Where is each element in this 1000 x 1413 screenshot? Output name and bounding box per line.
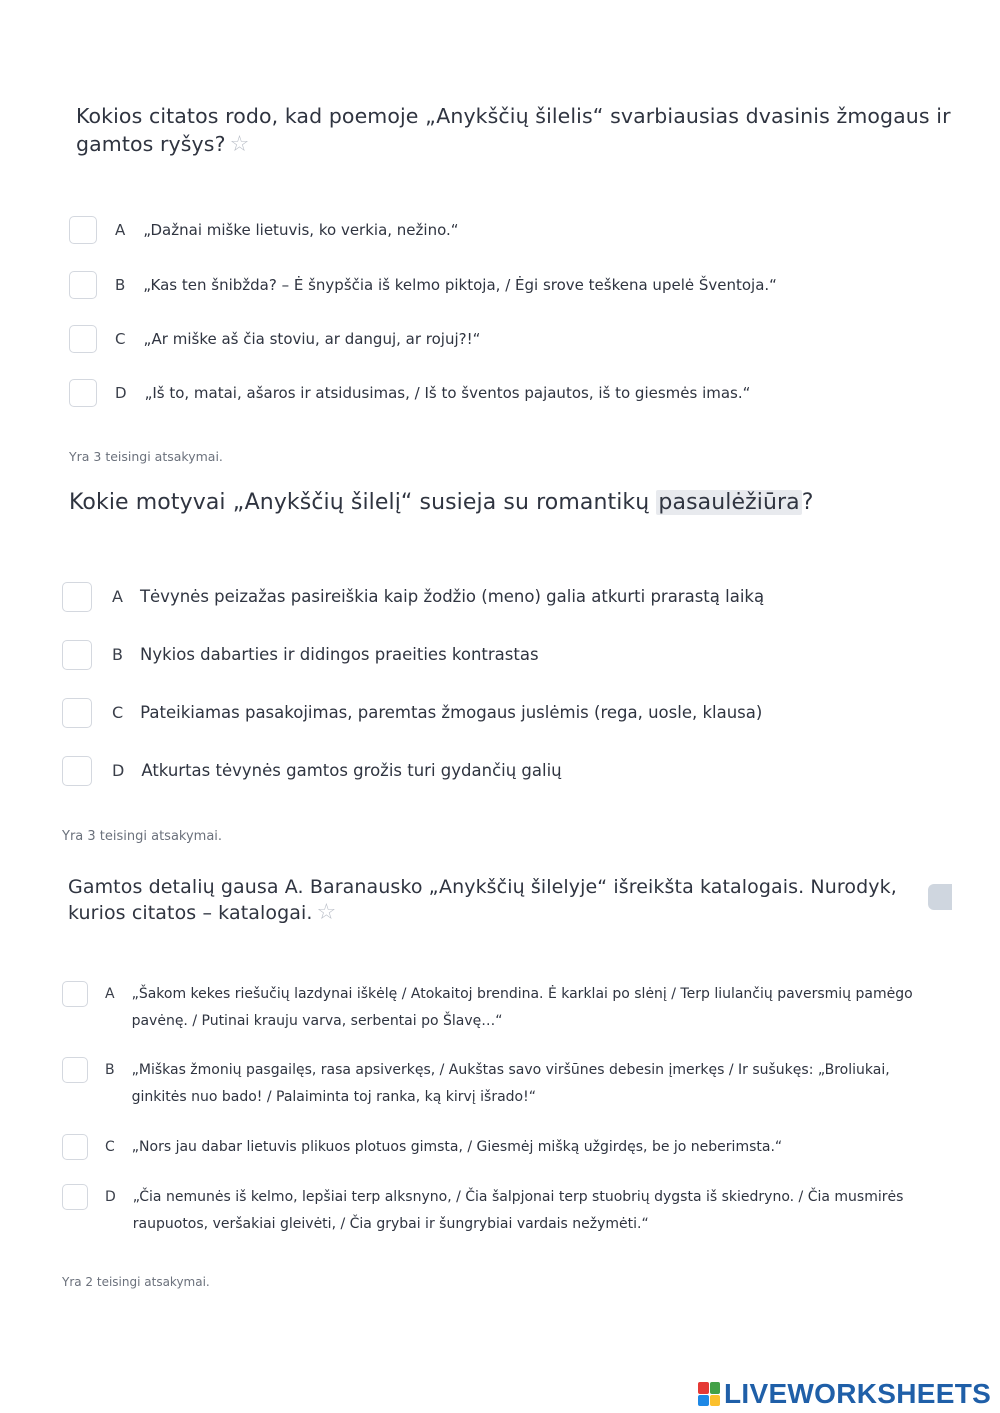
- checkbox[interactable]: [69, 271, 97, 299]
- option-letter: B: [115, 276, 126, 294]
- option-letter: A: [112, 587, 123, 606]
- question-3-hint: Yra 2 teisingi atsakymai.: [62, 1275, 210, 1289]
- option-text: „Dažnai miške lietuvis, ko verkia, nežino.“: [143, 221, 459, 239]
- checkbox[interactable]: [62, 1134, 88, 1160]
- question-1-title-line2: gamtos ryšys?: [76, 132, 226, 156]
- checkbox[interactable]: [69, 325, 97, 353]
- option-text: Pateikiamas pasakojimas, paremtas žmogaus juslėmis (rega, uosle, klausa): [140, 703, 763, 722]
- option-text-line1: „Čia nemunės iš kelmo, lepšiai terp alksnyno, / Čia šalpjonai terp stuobrių dygsta iš skiedryno. / Čia musmirės: [132, 1189, 904, 1205]
- option-text-line1: „Miškas žmonių pasgailęs, rasa apsiverkęs, / Aukštas savo viršūnes debesin įmerkęs / Ir sušukęs: „Broliukai,: [131, 1062, 890, 1078]
- option-letter: B: [112, 645, 123, 664]
- question-1-option-c[interactable]: [69, 325, 480, 353]
- checkbox[interactable]: [69, 379, 97, 407]
- option-text: Tėvynės peizažas pasireiškia kaip žodžio (meno) galia atkurti prarastą laiką: [139, 587, 765, 606]
- option-text: Nykios dabarties ir didingos praeities kontrastas: [139, 645, 539, 664]
- checkbox[interactable]: [62, 981, 88, 1007]
- question-3-title: [68, 875, 928, 926]
- question-2-option-d[interactable]: [62, 756, 562, 786]
- option-text-line2: pavėnę. / Putinai krauju varva, serbentai po Šlavę…“: [131, 1013, 503, 1029]
- question-2-option-a[interactable]: [62, 582, 764, 612]
- liveworksheets-logo: [698, 1378, 991, 1410]
- option-letter: C: [115, 330, 126, 348]
- question-2-title-pre: Kokie motyvai „Anykščių šilelį“ susieja su romantikų: [69, 490, 657, 515]
- question-3-title-line1: Gamtos detalių gausa A. Baranausko „Anykščių šilelyje“ išreikšta katalogais. Nurodyk,: [68, 876, 897, 898]
- question-1-title: [76, 102, 976, 159]
- option-letter: D: [115, 384, 127, 402]
- checkbox[interactable]: [62, 1184, 88, 1210]
- option-letter: D: [105, 1189, 116, 1205]
- option-text-line1: „Šakom kekes riešučių lazdynai iškėlę / Atokaitoj brendina. Ė karklai po slėnį / Terp liulančių paversmių pamėgo: [131, 986, 913, 1002]
- logo-square-yellow: [710, 1395, 721, 1407]
- favorite-star-icon[interactable]: ☆: [316, 900, 337, 925]
- question-2-title-highlight: pasaulėžiūra: [658, 490, 800, 515]
- question-3-title-line2: kurios citatos – katalogai.: [68, 902, 313, 924]
- option-text: „Kas ten šnibžda? – Ė šnypščia iš kelmo piktoja, / Ėgi srove teškena upelė Šventoja.“: [143, 276, 777, 294]
- checkbox[interactable]: [62, 1057, 88, 1083]
- logo-square-green: [710, 1382, 721, 1394]
- option-text-line1: „Nors jau dabar lietuvis plikuos plotuos gimsta, / Giesmėj mišką užgirdęs, be jo neberimsta.“: [131, 1139, 783, 1155]
- checkbox[interactable]: [62, 582, 92, 612]
- option-text: „Iš to, matai, ašaros ir atsidusimas, / Iš to šventos pajautos, iš to giesmės imas.“: [144, 384, 751, 402]
- question-2-title: [69, 489, 969, 517]
- option-text: Atkurtas tėvynės gamtos grožis turi gydančių galių: [141, 761, 562, 780]
- question-3-option-d[interactable]: [62, 1184, 953, 1238]
- question-1-option-a[interactable]: [69, 216, 459, 244]
- option-text-line2: ginkitės nuo bado! / Palaiminta toj ranka, ką kirvį išrado!“: [131, 1089, 536, 1105]
- option-letter: D: [112, 761, 125, 780]
- option-text: [132, 981, 952, 1035]
- logo-square-red: [698, 1382, 709, 1394]
- option-text: [132, 1134, 952, 1161]
- question-1-title-line1: Kokios citatos rodo, kad poemoje „Anykščių šilelis“ svarbiausias dvasinis žmogaus ir: [76, 104, 951, 128]
- option-letter: A: [105, 986, 115, 1002]
- question-3-option-c[interactable]: [62, 1134, 952, 1161]
- logo-square-blue: [698, 1395, 709, 1407]
- liveworksheets-logo-icon: [698, 1382, 720, 1406]
- option-text-line2: raupuotos, veršakiai gleivėti, / Čia grybai ir šungrybiai vardais nežymėti.“: [132, 1216, 649, 1232]
- option-letter: A: [115, 221, 126, 239]
- option-text: „Ar miške aš čia stoviu, ar danguj, ar rojuj?!“: [143, 330, 481, 348]
- question-2-hint: Yra 3 teisingi atsakymai.: [62, 829, 223, 844]
- checkbox[interactable]: [69, 216, 97, 244]
- checkbox[interactable]: [62, 698, 92, 728]
- question-1-option-b[interactable]: [69, 271, 777, 299]
- option-letter: C: [105, 1139, 115, 1155]
- option-letter: C: [112, 703, 124, 722]
- question-2-title-post: ?: [801, 490, 814, 515]
- question-3-option-a[interactable]: [62, 981, 952, 1035]
- option-letter: B: [105, 1062, 115, 1078]
- checkbox[interactable]: [62, 756, 92, 786]
- question-2-option-b[interactable]: [62, 640, 539, 670]
- liveworksheets-logo-text: LIVEWORKSHEETS: [724, 1378, 992, 1409]
- question-2-option-c[interactable]: [62, 698, 762, 728]
- option-text: [133, 1184, 953, 1238]
- question-3-option-b[interactable]: [62, 1057, 952, 1111]
- option-text: [132, 1057, 952, 1111]
- question-1-option-d[interactable]: [69, 379, 750, 407]
- checkbox[interactable]: [62, 640, 92, 670]
- side-check-tab-icon[interactable]: [928, 884, 952, 910]
- favorite-star-icon[interactable]: ☆: [229, 132, 250, 157]
- question-1-hint: Yra 3 teisingi atsakymai.: [69, 449, 223, 464]
